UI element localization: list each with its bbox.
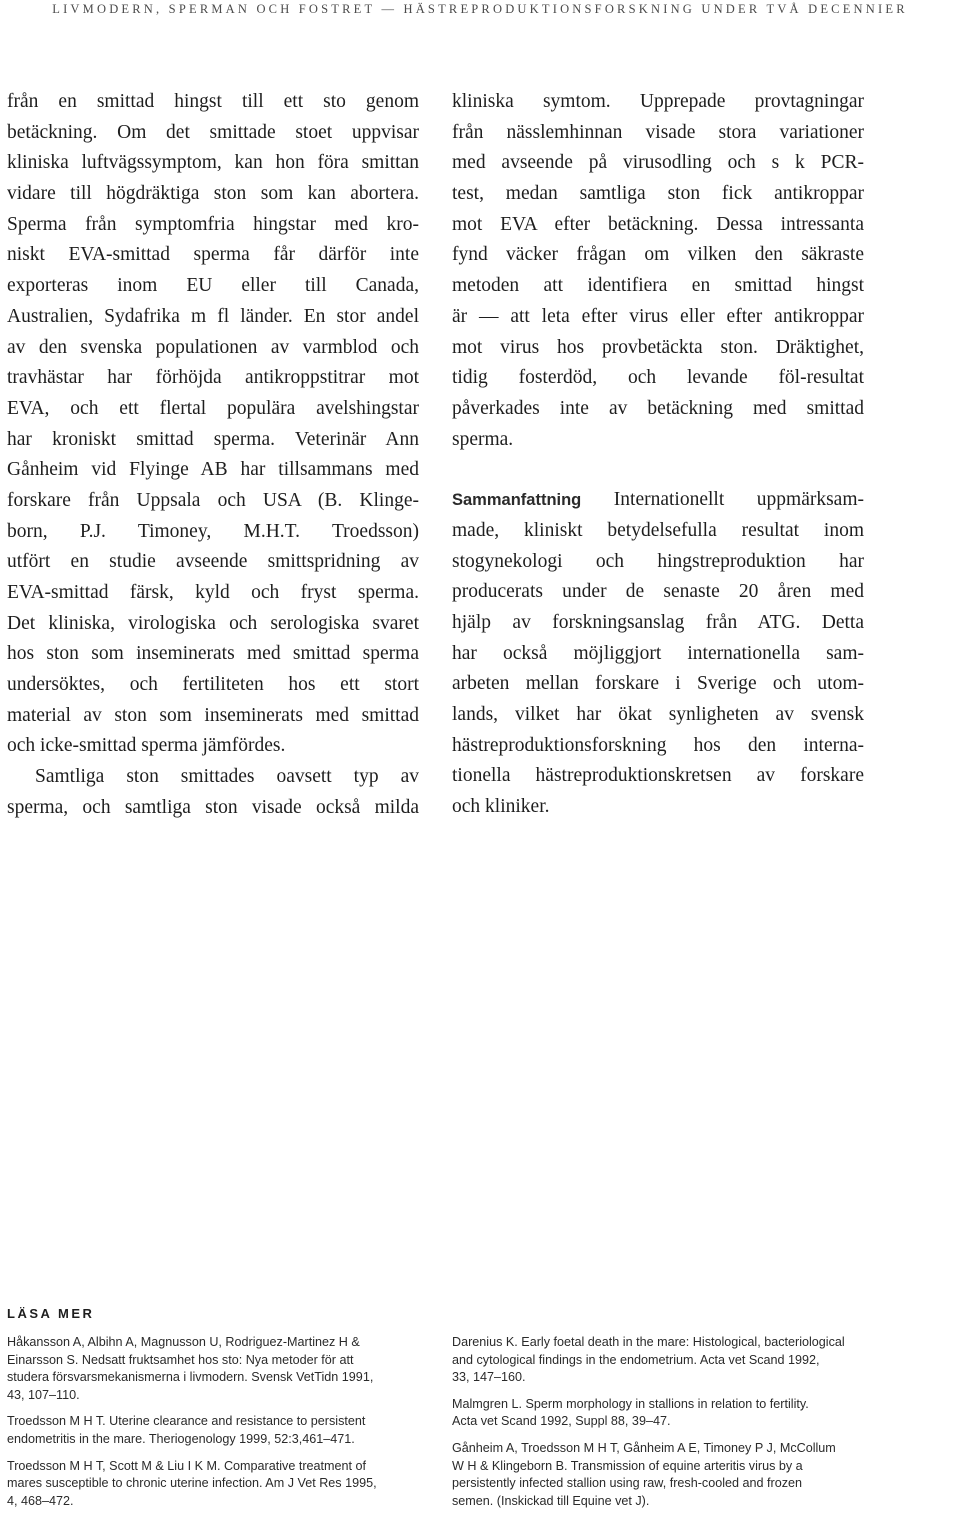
text-line: har kroniskt smittad sperma. Veterinär Ann [7,428,419,450]
text-line: av den svenska populationen av varmblod och [7,336,419,358]
text-line: EVA-smittad färsk, kyld och fryst sperma. [7,582,419,603]
reference-line: Malmgren L. Sperm morphology in stallions in relation to fertility. [452,1396,809,1411]
references-heading: LÄSA MER [7,1306,95,1321]
text-line: Australien, Sydafrika m fl länder. En stor andel [7,305,419,327]
text-line: test, medan samtliga ston fick antikroppar [452,183,864,205]
reference-line: 4, 468–472. [7,1493,74,1508]
reference-line: mares susceptible to chronic uterine infection. Am J Vet Res 1995, [7,1476,377,1491]
reference-item [452,1440,872,1510]
reference-line: Håkansson A, Albihn A, Magnusson U, Rodriguez-Martinez H & [7,1335,360,1349]
paragraph-gap [452,455,864,485]
references-right-column [452,1334,872,1519]
text-line: born, P.J. Timoney, M.H.T. Troedsson) [7,520,419,542]
text-line: hos ston som inseminerats med smittad sperma [7,643,419,665]
text-line: kliniska luftvägssymptom, kan hon föra smittan [7,152,419,174]
text-line: har också möjliggjort internationella sam- [452,642,864,664]
text-line: med avseende på virusodling och s k PCR- [452,152,864,174]
text-line: stogynekologi och hingstreproduktion har [452,550,864,572]
references-left-column [7,1334,417,1519]
reference-line: Acta vet Scand 1992, Suppl 88, 39–47. [452,1414,671,1429]
left-column [7,87,419,824]
text-line: betäckning. Om det smittade stoet uppvisar [7,121,419,143]
summary-label: Sammanfattning [452,491,582,510]
text-line: forskare från Uppsala och USA (B. Klinge- [7,489,419,511]
reference-item [452,1334,872,1387]
text-line: mot EVA efter betäckning. Dessa intressanta [452,213,864,235]
reference-item [452,1396,872,1431]
text-line: hästreproduktionsforskning hos den interna- [452,734,864,756]
text-line: påverkades inte av betäckning med smittad [452,397,864,419]
right-column [452,87,864,823]
text-line: tionella hästreproduktionskretsen av forskare [452,765,864,787]
right-paragraph-1 [452,87,864,455]
reference-line: Gånheim A, Troedsson M H T, Gånheim A E, Timoney P J, McCollum [452,1440,836,1455]
text-line: undersöktes, och fertiliteten hos ett stort [7,674,419,696]
text-line: är — att leta efter virus eller efter antikroppar [452,305,864,327]
text-line: Det kliniska, virologiska och serologiska svaret [7,612,419,634]
text-line: sperma. [452,428,514,450]
summary-first-line-text: Internationellt uppmärksam- [613,489,865,511]
text-line: och kliniker. [452,796,550,818]
reference-line: studera försvarsmekanismerna i livmodern. Svensk VetTidn 1991, [7,1370,374,1385]
text-line: utfört en studie avseende smittspridning av [7,551,419,573]
reference-line: W H & Klingeborn B. Transmission of equine arteritis virus by a [452,1458,803,1473]
text-line: sperma, och samtliga ston visade också milda [7,796,419,818]
text-line: niskt EVA-smittad sperma får därför inte [7,244,419,266]
left-paragraph-1 [7,87,419,762]
reference-line: semen. (Inskickad till Equine vet J). [452,1493,650,1508]
text-line: tidig fosterdöd, och levande föl-resultat [452,367,864,389]
text-line: Sperma från symptomfria hingstar med kro- [7,213,419,235]
reference-item [7,1413,417,1448]
text-line: EVA, och ett flertal populära avelshingstar [7,397,419,419]
reference-line: 33, 147–160. [452,1370,526,1385]
text-line: från nässlemhinnan visade stora variationer [452,121,864,143]
text-line: Gånheim vid Flyinge AB har tillsammans med [7,459,419,481]
text-line: mot virus hos provbetäckta ston. Dräktighet, [452,336,864,358]
text-line: Samtliga ston smittades oavsett typ av [35,766,419,788]
reference-item [7,1334,417,1404]
reference-line: Troedsson M H T, Scott M & Liu I K M. Comparative treatment of [7,1458,367,1473]
reference-line: and cytological findings in the endometrium. Acta vet Scand 1992, [452,1352,820,1367]
text-line: fynd väcker frågan om vilken den säkraste [452,244,864,266]
reference-line: Einarsson S. Nedsatt fruktsamhet hos sto: Nya metoder för att [7,1352,354,1367]
text-line: och icke-smittad sperma jämfördes. [7,735,286,757]
summary-paragraph [452,485,864,823]
running-header: LIVMODERN, SPERMAN OCH FOSTRET — HÄSTREPRODUKTIONSFORSKNING UNDER TVÅ DECENNIER [52,2,908,16]
reference-line: 43, 107–110. [7,1387,80,1402]
reference-item [7,1458,417,1511]
left-paragraph-2 [7,762,419,823]
reference-line: persistently infected stallion using raw, fresh-cooled and frozen [452,1476,803,1491]
summary-first-line [452,485,864,516]
text-line: material av ston som inseminerats med smittad [7,704,419,726]
reference-line: Darenius K. Early foetal death in the mare: Histological, bacteriological [452,1335,845,1349]
text-line: metoden att identifiera en smittad hingst [452,275,864,297]
text-line: kliniska symtom. Upprepade provtagningar [452,91,864,112]
reference-line: Troedsson M H T. Uterine clearance and resistance to persistent [7,1414,366,1429]
reference-line: endometritis in the mare. Theriogenology 1999, 52:3,461–471. [7,1431,355,1446]
text-line: exporteras inom EU eller till Canada, [7,275,419,297]
text-line: från en smittad hingst till ett sto genom [7,91,419,112]
text-line: vidare till högdräktiga ston som kan abortera. [7,183,419,205]
text-line: travhästar har förhöjda antikroppstitrar mot [7,367,419,389]
text-line: producerats under de senaste 20 åren med [452,581,864,603]
text-line: lands, vilket har ökat synligheten av svensk [452,704,864,726]
text-line: hjälp av forskningsanslag från ATG. Detta [452,612,864,633]
text-line: arbeten mellan forskare i Sverige och utom- [452,673,864,695]
text-line: made, kliniskt betydelsefulla resultat inom [452,519,864,541]
